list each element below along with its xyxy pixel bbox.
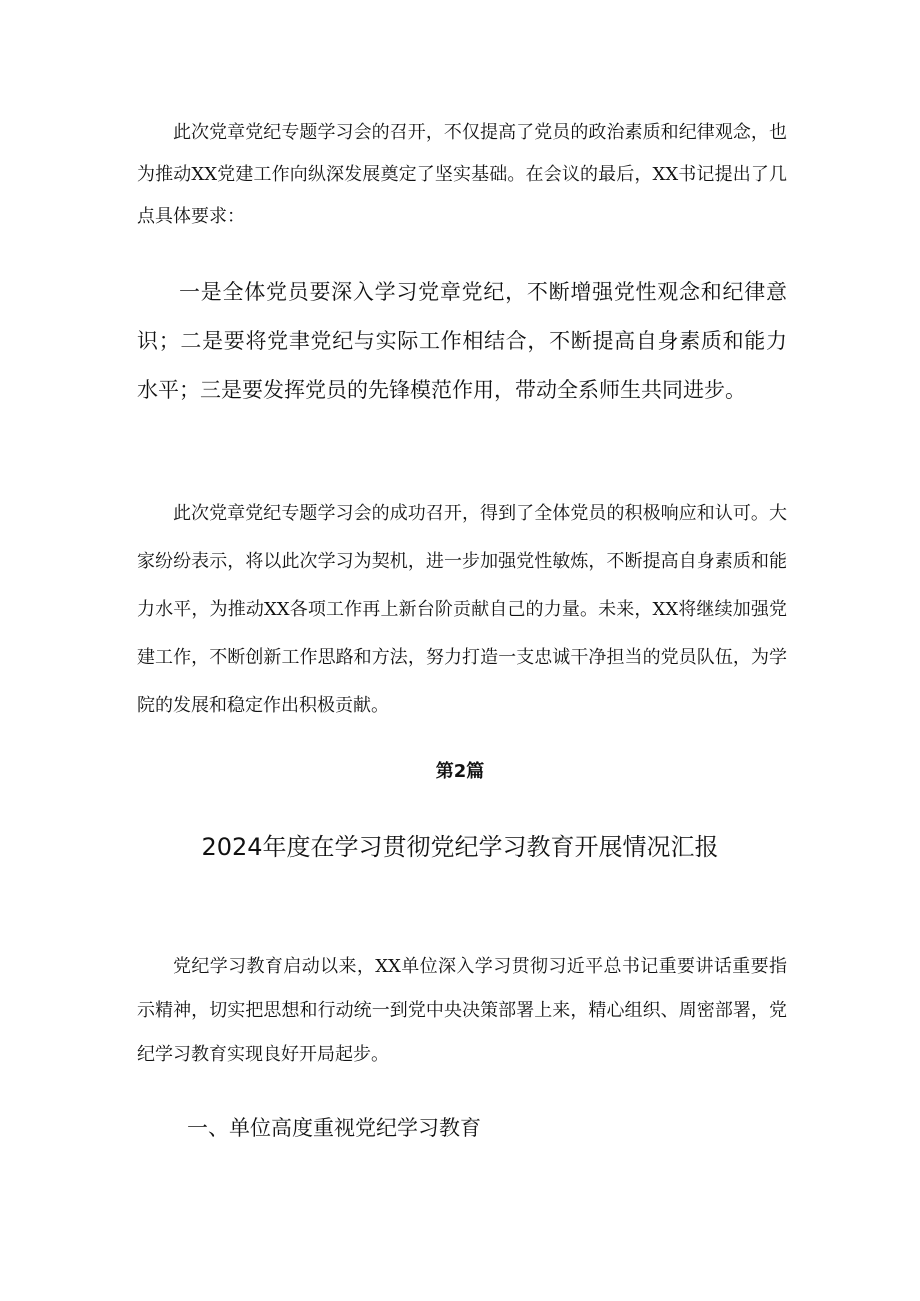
paragraph-requirements: 一是全体党员要深入学习党章党纪，不断增强党性观念和纪律意识；二是要将党聿党纪与实际工作相结合，不断提高自身素质和能力水平；三是要发挥党员的先锋模范作用，带动全系师生共同进步。 bbox=[137, 280, 787, 402]
paragraph-meeting-outcome: 此次党章党纪专题学习会的成功召开，得到了全体党员的积极响应和认可。大家纷纷表示，将以此次学习为契机，进一步加强党性敏炼，不断提高自身素质和能力水平，为推动XX各项工作再上新台阶贡献自己的力量。未来，XX将继续加强党建工作，不断创新工作思路和方法，努力打造一支忠诚干净担当的党员队伍，为学院的发展和稳定作出积极贡献。 bbox=[137, 503, 787, 716]
document-title: 2024年度在学习贯彻党纪学习教育开展情况汇报 bbox=[201, 833, 719, 861]
chapter-label: 第2篇 bbox=[435, 761, 485, 782]
section-heading-1: 一、单位高度重视党纪学习教育 bbox=[187, 1116, 481, 1140]
paragraph-introduction: 党纪学习教育启动以来，XX单位深入学习贯彻习近平总书记重要讲话重要指示精神，切实把思想和行动统一到党中央决策部署上来，精心组织、周密部署，党纪学习教育实现良好开局起步。 bbox=[137, 956, 787, 1065]
paragraph-meeting-significance: 此次党章党纪专题学习会的召开，不仅提高了党员的政治素质和纪律观念，也为推动XX党建工作向纵深发展奠定了坚实基础。在会议的最后，XX书记提出了几点具体要求： bbox=[137, 122, 787, 227]
